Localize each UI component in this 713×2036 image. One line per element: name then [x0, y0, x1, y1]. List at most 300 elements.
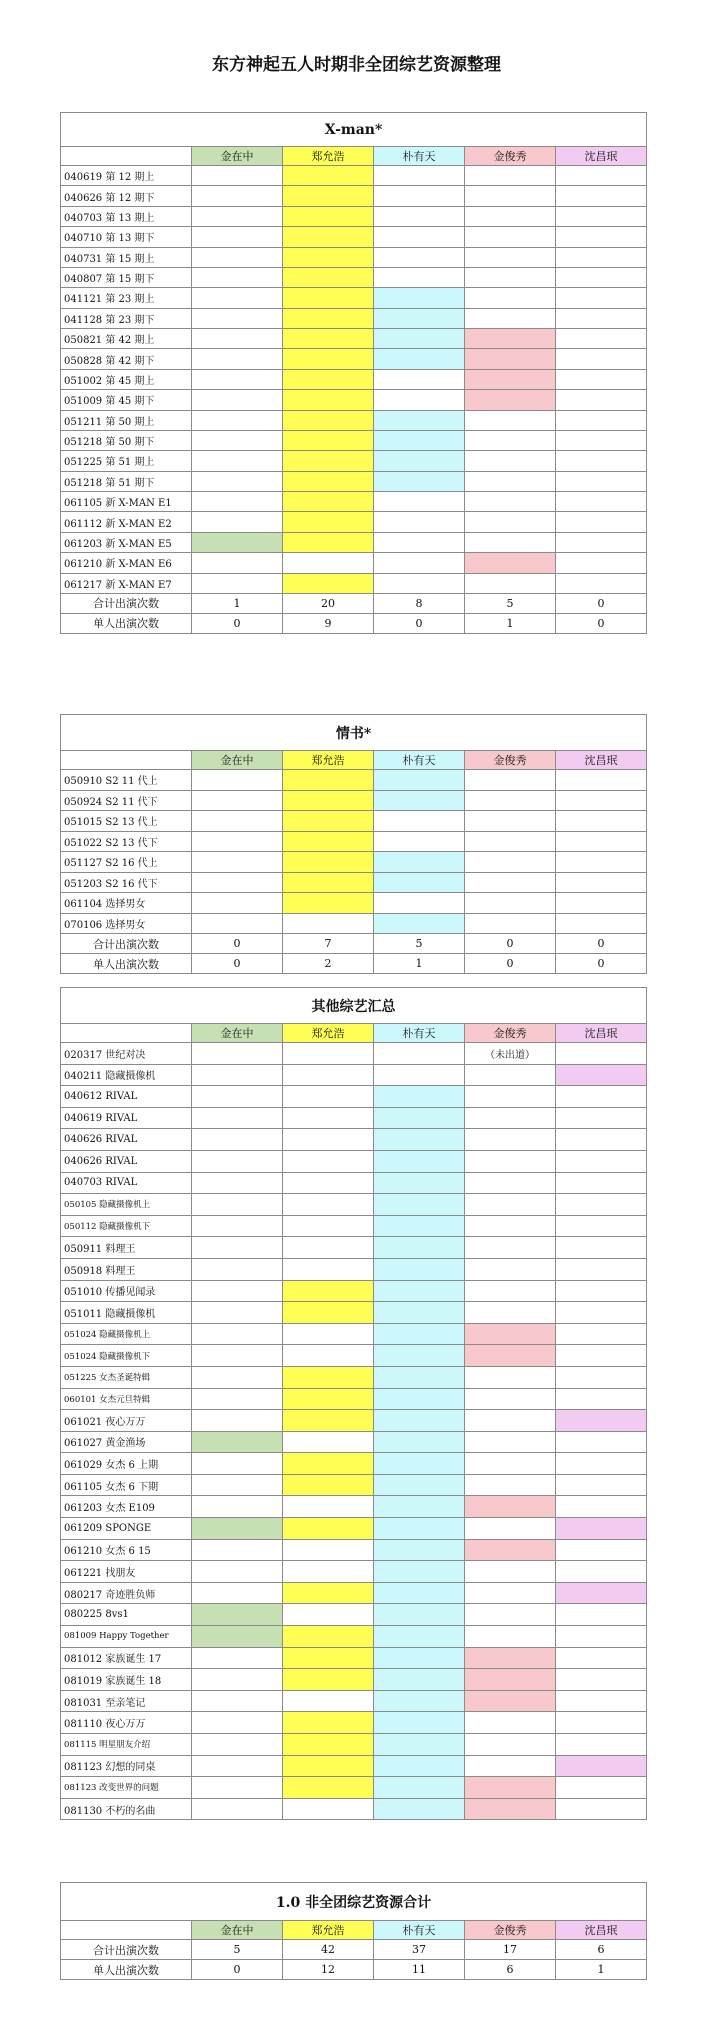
appearance-cell [556, 831, 647, 852]
appearance-cell [374, 1302, 465, 1324]
appearance-cell [465, 1777, 556, 1799]
appearance-cell [465, 1215, 556, 1237]
appearance-cell [374, 1043, 465, 1065]
table-row [61, 451, 647, 471]
appearance-cell [374, 329, 465, 349]
solo-row-value: 0 [192, 1960, 283, 1980]
appearance-cell [465, 1734, 556, 1756]
appearance-cell [192, 186, 283, 206]
episode-label: 060101 女杰元旦特辑 [61, 1388, 192, 1410]
appearance-cell [374, 831, 465, 852]
appearance-cell [374, 1215, 465, 1237]
appearance-cell [192, 1388, 283, 1410]
appearance-cell [192, 1086, 283, 1108]
appearance-cell [465, 329, 556, 349]
solo-row-value: 0 [374, 613, 465, 633]
appearance-cell [192, 166, 283, 186]
episode-label: 050918 料理王 [61, 1258, 192, 1280]
appearance-cell [283, 1690, 374, 1712]
appearance-cell [283, 329, 374, 349]
appearance-cell [556, 913, 647, 934]
total-row-value: 17 [465, 1940, 556, 1960]
appearance-cell [465, 1798, 556, 1820]
episode-label: 041121 第 23 期上 [61, 288, 192, 308]
appearance-cell [556, 1302, 647, 1324]
appearance-cell [192, 1561, 283, 1583]
table-row [61, 267, 647, 287]
status-note: （未出道） [465, 1043, 556, 1065]
episode-label: 051009 第 45 期下 [61, 390, 192, 410]
appearance-cell [374, 1431, 465, 1453]
appearance-cell [465, 166, 556, 186]
member-header: 朴有天 [374, 147, 465, 166]
appearance-cell [465, 1626, 556, 1648]
table-row [61, 1323, 647, 1345]
member-header: 金俊秀 [465, 751, 556, 770]
appearance-cell [556, 1107, 647, 1129]
solo-row-label: 单人出演次数 [61, 954, 192, 974]
total-row-value: 5 [465, 593, 556, 613]
appearance-cell [465, 471, 556, 491]
appearance-cell [192, 553, 283, 573]
appearance-cell [192, 1496, 283, 1518]
appearance-cell [283, 267, 374, 287]
appearance-cell [283, 553, 374, 573]
appearance-cell [374, 1690, 465, 1712]
appearance-cell [556, 1669, 647, 1691]
appearance-cell [283, 349, 374, 369]
appearance-cell [465, 1064, 556, 1086]
table-row [61, 1107, 647, 1129]
solo-row-label: 单人出演次数 [61, 613, 192, 633]
appearance-cell [283, 852, 374, 873]
appearance-cell [556, 288, 647, 308]
appearance-cell [556, 1043, 647, 1065]
appearance-cell [556, 1280, 647, 1302]
header-row [61, 147, 647, 166]
appearance-cell [556, 1064, 647, 1086]
appearance-cell [283, 451, 374, 471]
appearance-cell [556, 573, 647, 593]
table-row [61, 308, 647, 328]
appearance-cell [374, 1734, 465, 1756]
appearance-cell [556, 1561, 647, 1583]
solo-row [61, 954, 647, 974]
appearance-cell [283, 390, 374, 410]
appearance-cell [283, 1064, 374, 1086]
appearance-cell [465, 1323, 556, 1345]
table-row [61, 1215, 647, 1237]
appearance-cell [374, 430, 465, 450]
appearance-cell [465, 1280, 556, 1302]
appearance-cell [283, 1647, 374, 1669]
appearance-cell [192, 831, 283, 852]
appearance-cell [192, 288, 283, 308]
appearance-cell [283, 790, 374, 811]
appearance-cell [465, 227, 556, 247]
appearance-cell [374, 1194, 465, 1216]
appearance-cell [465, 1410, 556, 1432]
appearance-cell [192, 1043, 283, 1065]
appearance-cell [465, 532, 556, 552]
header-row [61, 1024, 647, 1043]
member-header: 沈昌珉 [556, 147, 647, 166]
member-header: 金在中 [192, 751, 283, 770]
table-row [61, 1626, 647, 1648]
appearance-cell [556, 1496, 647, 1518]
appearance-cell [192, 471, 283, 491]
appearance-cell [374, 532, 465, 552]
appearance-cell [192, 369, 283, 389]
appearance-cell [556, 770, 647, 791]
member-header: 朴有天 [374, 1024, 465, 1043]
appearance-cell [374, 390, 465, 410]
appearance-cell [283, 1107, 374, 1129]
appearance-cell [192, 1064, 283, 1086]
appearance-cell [192, 1734, 283, 1756]
member-header: 金在中 [192, 147, 283, 166]
episode-label: 050911 料理王 [61, 1237, 192, 1259]
episode-label: 081130 不朽的名曲 [61, 1798, 192, 1820]
appearance-cell [465, 1669, 556, 1691]
appearance-cell [465, 349, 556, 369]
solo-row-value: 0 [192, 954, 283, 974]
table-row [61, 1366, 647, 1388]
episode-label: 051225 女杰圣诞特辑 [61, 1366, 192, 1388]
appearance-cell [283, 369, 374, 389]
episode-label: 051002 第 45 期上 [61, 369, 192, 389]
table-row [61, 1129, 647, 1151]
appearance-cell [192, 329, 283, 349]
header-row [61, 1921, 647, 1940]
appearance-cell [374, 1237, 465, 1259]
appearance-cell [192, 410, 283, 430]
member-header: 金俊秀 [465, 147, 556, 166]
member-header: 郑允浩 [283, 1921, 374, 1940]
appearance-cell [283, 492, 374, 512]
appearance-cell [465, 1237, 556, 1259]
appearance-cell [556, 430, 647, 450]
solo-row-value: 0 [192, 613, 283, 633]
appearance-cell [283, 1302, 374, 1324]
appearance-cell [374, 1064, 465, 1086]
appearance-cell [465, 492, 556, 512]
total-row-value: 42 [283, 1940, 374, 1960]
appearance-cell [192, 1410, 283, 1432]
appearance-cell [192, 573, 283, 593]
episode-label: 061221 找朋友 [61, 1561, 192, 1583]
appearance-cell [283, 1669, 374, 1691]
appearance-cell [283, 166, 374, 186]
appearance-cell [556, 1258, 647, 1280]
episode-label: 051015 S2 13 代上 [61, 811, 192, 832]
appearance-cell [465, 872, 556, 893]
appearance-cell [192, 1604, 283, 1626]
total-row-value: 7 [283, 934, 374, 954]
appearance-cell [556, 1172, 647, 1194]
table-row [61, 186, 647, 206]
appearance-cell [465, 1388, 556, 1410]
appearance-cell [283, 206, 374, 226]
solo-row [61, 1960, 647, 1980]
appearance-cell [556, 227, 647, 247]
appearance-cell [192, 1582, 283, 1604]
table-row [61, 831, 647, 852]
solo-row [61, 613, 647, 633]
appearance-cell [283, 1129, 374, 1151]
appearance-cell [556, 1410, 647, 1432]
table-row [61, 1539, 647, 1561]
episode-label: 081115 明星朋友介绍 [61, 1734, 192, 1756]
appearance-cell [465, 1345, 556, 1367]
episode-label: 061209 SPONGE [61, 1518, 192, 1540]
appearance-cell [283, 227, 374, 247]
appearance-cell [374, 553, 465, 573]
appearance-cell [374, 1604, 465, 1626]
appearance-cell [192, 1237, 283, 1259]
appearance-cell [192, 308, 283, 328]
episode-label: 061021 夜心万万 [61, 1410, 192, 1432]
appearance-cell [374, 267, 465, 287]
table-row [61, 349, 647, 369]
appearance-cell [192, 1366, 283, 1388]
appearance-cell [556, 369, 647, 389]
appearance-cell [556, 308, 647, 328]
total-row-value: 1 [192, 593, 283, 613]
table-row [61, 492, 647, 512]
appearance-cell [283, 872, 374, 893]
total-row-label: 合计出演次数 [61, 934, 192, 954]
appearance-cell [374, 913, 465, 934]
appearance-cell [192, 1453, 283, 1475]
appearance-cell [192, 1150, 283, 1172]
table-row [61, 553, 647, 573]
member-header: 金在中 [192, 1921, 283, 1940]
solo-row-value: 1 [374, 954, 465, 974]
appearance-cell [374, 872, 465, 893]
table-row [61, 1410, 647, 1432]
others-table [60, 987, 647, 1820]
member-header: 郑允浩 [283, 147, 374, 166]
appearance-cell [283, 247, 374, 267]
appearance-cell [192, 1777, 283, 1799]
table-row [61, 1194, 647, 1216]
episode-label: 051022 S2 13 代下 [61, 831, 192, 852]
appearance-cell [283, 1150, 374, 1172]
episode-label: 070106 选择男女 [61, 913, 192, 934]
appearance-cell [283, 1172, 374, 1194]
appearance-cell [556, 1712, 647, 1734]
total-row-value: 0 [192, 934, 283, 954]
appearance-cell [374, 206, 465, 226]
member-header: 沈昌珉 [556, 751, 647, 770]
appearance-cell [283, 410, 374, 430]
member-header: 朴有天 [374, 751, 465, 770]
appearance-cell [556, 1734, 647, 1756]
solo-row-value: 0 [556, 613, 647, 633]
header-blank [61, 147, 192, 166]
appearance-cell [556, 1798, 647, 1820]
appearance-cell [374, 1626, 465, 1648]
appearance-cell [465, 1107, 556, 1129]
table-row [61, 1453, 647, 1475]
appearance-cell [192, 1626, 283, 1648]
total-row-value: 6 [556, 1940, 647, 1960]
episode-label: 051024 隐藏摄像机下 [61, 1345, 192, 1367]
appearance-cell [283, 532, 374, 552]
appearance-cell [556, 811, 647, 832]
appearance-cell [283, 1798, 374, 1820]
table-row [61, 166, 647, 186]
appearance-cell [374, 369, 465, 389]
appearance-cell [192, 893, 283, 914]
appearance-cell [283, 1712, 374, 1734]
table-row [61, 247, 647, 267]
episode-label: 040731 第 15 期上 [61, 247, 192, 267]
appearance-cell [374, 1777, 465, 1799]
appearance-cell [374, 1172, 465, 1194]
appearance-cell [556, 1626, 647, 1648]
table-row [61, 770, 647, 791]
episode-label: 061210 新 X-MAN E6 [61, 553, 192, 573]
appearance-cell [556, 267, 647, 287]
appearance-cell [192, 770, 283, 791]
episode-label: 040211 隐藏摄像机 [61, 1064, 192, 1086]
total-row-value: 5 [374, 934, 465, 954]
appearance-cell [465, 553, 556, 573]
appearance-cell [374, 1366, 465, 1388]
appearance-cell [556, 1150, 647, 1172]
table-row [61, 1582, 647, 1604]
appearance-cell [465, 1712, 556, 1734]
appearance-cell [465, 410, 556, 430]
appearance-cell [283, 1258, 374, 1280]
appearance-cell [374, 1539, 465, 1561]
appearance-cell [192, 913, 283, 934]
table-row [61, 893, 647, 914]
appearance-cell [374, 1561, 465, 1583]
appearance-cell [374, 349, 465, 369]
episode-label: 061210 女杰 6 15 [61, 1539, 192, 1561]
table-row [61, 1690, 647, 1712]
appearance-cell [192, 1194, 283, 1216]
appearance-cell [556, 247, 647, 267]
appearance-cell [283, 1237, 374, 1259]
appearance-cell [374, 1323, 465, 1345]
appearance-cell [192, 1323, 283, 1345]
appearance-cell [556, 186, 647, 206]
member-header: 郑允浩 [283, 751, 374, 770]
appearance-cell [374, 410, 465, 430]
appearance-cell [283, 770, 374, 791]
appearance-cell [192, 1798, 283, 1820]
appearance-cell [192, 1669, 283, 1691]
appearance-cell [283, 1734, 374, 1756]
episode-label: 051218 第 51 期下 [61, 471, 192, 491]
episode-label: 040807 第 15 期下 [61, 267, 192, 287]
appearance-cell [283, 1582, 374, 1604]
appearance-cell [556, 1194, 647, 1216]
episode-label: 051127 S2 16 代上 [61, 852, 192, 873]
table-row [61, 471, 647, 491]
appearance-cell [374, 166, 465, 186]
appearance-cell [374, 1798, 465, 1820]
appearance-cell [374, 492, 465, 512]
appearance-cell [465, 811, 556, 832]
appearance-cell [465, 512, 556, 532]
table-row [61, 1064, 647, 1086]
appearance-cell [192, 247, 283, 267]
appearance-cell [374, 1410, 465, 1432]
appearance-cell [465, 451, 556, 471]
episode-label: 051024 隐藏摄像机上 [61, 1323, 192, 1345]
appearance-cell [374, 1518, 465, 1540]
appearance-cell [374, 811, 465, 832]
appearance-cell [374, 1582, 465, 1604]
appearance-cell [556, 512, 647, 532]
qingshu-table [60, 714, 647, 974]
appearance-cell [465, 1129, 556, 1151]
total-row-value: 0 [556, 934, 647, 954]
table-title: 情书* [61, 715, 647, 751]
appearance-cell [465, 1647, 556, 1669]
appearance-cell [192, 227, 283, 247]
table-row [61, 1712, 647, 1734]
appearance-cell [556, 1474, 647, 1496]
appearance-cell [556, 1582, 647, 1604]
appearance-cell [556, 492, 647, 512]
table-row [61, 410, 647, 430]
appearance-cell [465, 369, 556, 389]
table-row [61, 790, 647, 811]
appearance-cell [374, 1712, 465, 1734]
table-row [61, 1258, 647, 1280]
appearance-cell [283, 186, 374, 206]
appearance-cell [556, 1388, 647, 1410]
solo-row-value: 0 [465, 954, 556, 974]
appearance-cell [192, 451, 283, 471]
episode-label: 051203 S2 16 代下 [61, 872, 192, 893]
appearance-cell [374, 1496, 465, 1518]
table-row [61, 913, 647, 934]
appearance-cell [192, 1712, 283, 1734]
appearance-cell [374, 1669, 465, 1691]
appearance-cell [374, 1258, 465, 1280]
episode-label: 050828 第 42 期下 [61, 349, 192, 369]
table-row [61, 1496, 647, 1518]
table-row [61, 390, 647, 410]
total-row [61, 1940, 647, 1960]
episode-label: 051218 第 50 期下 [61, 430, 192, 450]
member-header: 金俊秀 [465, 1024, 556, 1043]
appearance-cell [556, 532, 647, 552]
episode-label: 061217 新 X-MAN E7 [61, 573, 192, 593]
appearance-cell [283, 1086, 374, 1108]
episode-label: 061105 新 X-MAN E1 [61, 492, 192, 512]
episode-label: 080225 8vs1 [61, 1604, 192, 1626]
episode-label: 051010 传播见闻录 [61, 1280, 192, 1302]
appearance-cell [556, 1323, 647, 1345]
appearance-cell [465, 206, 556, 226]
appearance-cell [465, 1453, 556, 1475]
total-row-value: 20 [283, 593, 374, 613]
episode-label: 050924 S2 11 代下 [61, 790, 192, 811]
episode-label: 061027 黄金渔场 [61, 1431, 192, 1453]
appearance-cell [374, 573, 465, 593]
appearance-cell [465, 790, 556, 811]
appearance-cell [556, 1647, 647, 1669]
appearance-cell [192, 206, 283, 226]
